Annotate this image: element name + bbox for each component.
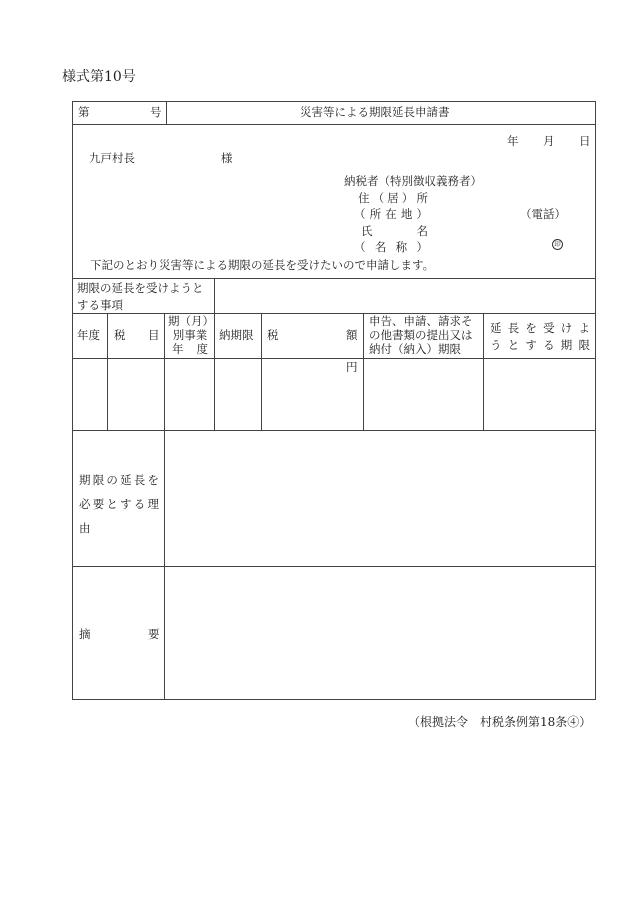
- trade-name-label: （名称）: [354, 240, 428, 254]
- date-day: 日: [579, 134, 591, 148]
- number-prefix: 第: [78, 105, 90, 119]
- application-form: [72, 101, 596, 700]
- number-suffix: 号: [150, 105, 162, 119]
- col-tax-item-2: 目: [148, 328, 160, 342]
- remarks-label-1: 摘: [79, 627, 91, 641]
- col-tax-item-1: 税: [114, 328, 126, 342]
- data-row-divider: [72, 430, 596, 431]
- col-tax-amount-2: 額: [346, 328, 358, 342]
- header-divider: [72, 124, 596, 125]
- address-label: 住（居）所: [358, 191, 428, 205]
- col-tax-amount-1: 税: [267, 328, 279, 342]
- col-due-date: 納期限: [219, 328, 254, 342]
- col-vline-4: [261, 313, 262, 430]
- legal-basis: （根拠法令 村税条例第18条④）: [408, 715, 592, 729]
- reason-label: 期限の延長を 必要とする理 由: [79, 473, 159, 535]
- col-vline-6: [483, 313, 484, 430]
- col-vline-3: [214, 313, 215, 430]
- name-label: 氏名: [361, 224, 428, 238]
- col-period: 期（月） 別事業 年度: [168, 314, 214, 356]
- addressee-name: 九戸村長: [89, 151, 135, 165]
- seal-mark: 印: [552, 239, 563, 250]
- subject-vline: [214, 278, 215, 313]
- col-filing-deadline: 申告、申請、請求そ の他書類の提出又は 納付（納入）期限: [369, 314, 473, 356]
- form-heading: 災害等による期限延長申請書: [300, 105, 450, 119]
- col-vline-2: [164, 313, 165, 700]
- col-vline-5: [363, 313, 364, 430]
- date-month: 月: [543, 134, 555, 148]
- remarks-label-2: 要: [148, 627, 160, 641]
- statement-divider: [72, 278, 596, 279]
- addressee-honorific: 様: [221, 151, 233, 165]
- applicant-heading: 納税者（特別徴収義務者）: [344, 174, 482, 188]
- phone-label: （電話）: [520, 207, 566, 221]
- location-label: （所在地）: [354, 207, 428, 221]
- request-statement: 下記のとおり災害等による期限の延長を受けたいので申請します。: [90, 258, 435, 272]
- form-number: 様式第10号: [62, 69, 136, 85]
- column-header-divider: [72, 358, 596, 359]
- header-vline: [166, 101, 167, 124]
- col-vline-1: [107, 313, 108, 430]
- col-year: 年度: [77, 328, 100, 342]
- yen-unit: 円: [346, 360, 358, 374]
- col-extension-deadline: 延長を受けよ うとする期限: [490, 321, 590, 352]
- subject-label: 期限の延長を受けようと する事項: [77, 281, 204, 312]
- reason-row-divider: [72, 566, 596, 567]
- date-year: 年: [507, 134, 519, 148]
